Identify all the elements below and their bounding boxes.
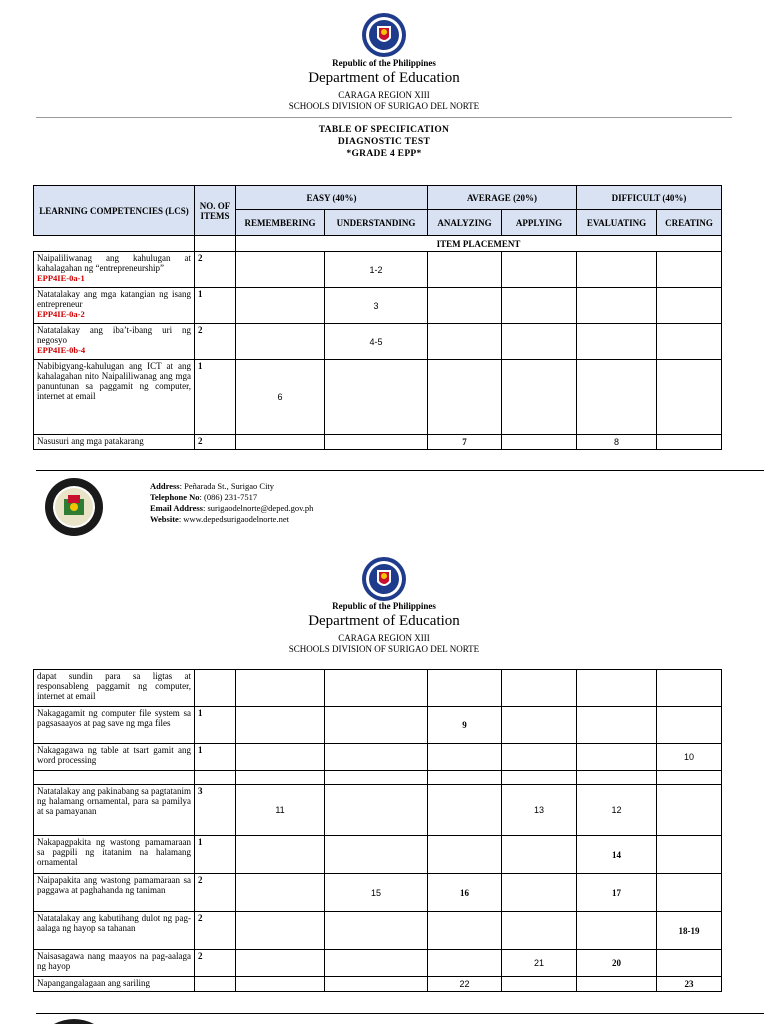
lc-text: Natatalakay ang mga katangian ng isang entrepreneur <box>37 289 191 309</box>
understanding-cell <box>325 836 428 874</box>
table-row <box>34 785 722 836</box>
analyzing-cell <box>428 360 502 435</box>
items-count: 2 <box>195 435 236 450</box>
remembering-cell <box>236 670 325 707</box>
table-row <box>34 836 722 874</box>
applying-cell: 21 <box>502 950 577 977</box>
analyzing-cell: 22 <box>428 977 502 992</box>
creating-cell <box>657 707 722 744</box>
applying-cell <box>502 874 577 912</box>
items-count: 2 <box>195 324 236 360</box>
address-label: Address <box>150 481 180 491</box>
items-count: 2 <box>195 912 236 950</box>
understanding-cell <box>325 435 428 450</box>
understanding-cell <box>325 977 428 992</box>
address-value: : Peñarada St., Surigao City <box>179 481 275 491</box>
division-logo-icon <box>44 477 104 537</box>
analyzing-cell <box>428 324 502 360</box>
no-items-header: NO. OF ITEMS <box>195 186 236 236</box>
understanding-cell <box>325 707 428 744</box>
analyzing-header: ANALYZING <box>428 210 502 236</box>
understanding-cell <box>325 785 428 836</box>
footer-email <box>150 503 313 513</box>
applying-cell <box>502 977 577 992</box>
tos-grade: *GRADE 4 EPP* <box>346 149 422 159</box>
applying-cell <box>502 435 577 450</box>
remembering-cell <box>236 252 325 288</box>
remembering-cell: 6 <box>236 360 325 435</box>
lcs-header: LEARNING COMPETENCIES (LCS) <box>34 186 195 236</box>
understanding-cell <box>325 771 428 785</box>
applying-cell <box>502 252 577 288</box>
website-label: Website <box>150 514 179 524</box>
remembering-header: REMEMBERING <box>236 210 325 236</box>
creating-cell <box>657 771 722 785</box>
creating-cell <box>657 785 722 836</box>
department-title: Department of Education <box>308 613 460 629</box>
lc-text: Nabibigyang-kahulugan ang ICT at ang kahalagahan nito Naipaliliwanag ang mga panuntunan sa paggamit ng computer, internet at email <box>34 360 195 435</box>
remembering-cell <box>236 435 325 450</box>
region-text: CARAGA REGION XIII <box>338 633 430 643</box>
lc-text: Nakagagamit ng computer file system sa pagsasaayos at pag save ng mga files <box>34 707 195 744</box>
lc-text: Nakagagawa ng table at tsart gamit ang word processing <box>34 744 195 771</box>
applying-cell <box>502 744 577 771</box>
applying-header: APPLYING <box>502 210 577 236</box>
deped-seal-icon <box>361 556 407 602</box>
analyzing-cell <box>428 785 502 836</box>
items-count <box>195 977 236 992</box>
evaluating-cell <box>577 670 657 707</box>
analyzing-cell <box>428 670 502 707</box>
lc-text: Naisasagawa nang maayos na pag-aalaga ng hayop <box>34 950 195 977</box>
creating-cell <box>657 360 722 435</box>
table-row <box>34 874 722 912</box>
table-row <box>34 977 722 992</box>
items-count: 3 <box>195 785 236 836</box>
lc-text: Natatalakay ang kabutihang dulot ng pag-aalaga ng hayop sa tahanan <box>34 912 195 950</box>
department-title: Department of Education <box>308 70 460 86</box>
telephone-label: Telephone No <box>150 492 200 502</box>
tos-subtitle: DIAGNOSTIC TEST <box>337 137 431 147</box>
tos-table-page2 <box>33 669 722 992</box>
creating-cell: 18-19 <box>657 912 722 950</box>
division-logo-icon <box>44 1018 104 1024</box>
remembering-cell <box>236 977 325 992</box>
remembering-cell <box>236 950 325 977</box>
items-count: 1 <box>195 744 236 771</box>
understanding-cell: 15 <box>325 874 428 912</box>
evaluating-cell <box>577 707 657 744</box>
analyzing-cell: 16 <box>428 874 502 912</box>
lc-text: Naipaliliwanag ang kahulugan at kahalagahan ng “entrepreneurship” <box>37 253 191 273</box>
email-label: Email Address <box>150 503 203 513</box>
header-divider <box>36 117 732 118</box>
evaluating-cell <box>577 288 657 324</box>
evaluating-cell <box>577 771 657 785</box>
footer-divider <box>36 470 764 471</box>
table-row <box>34 744 722 771</box>
website-value: : www.depedsurigaodelnorte.net <box>178 514 289 524</box>
evaluating-cell <box>577 977 657 992</box>
analyzing-cell <box>428 252 502 288</box>
lc-text: Nakapagpakita ng wastong pamamaraan sa pagpili ng itatanim na halamang ornamental <box>34 836 195 874</box>
remembering-cell <box>236 874 325 912</box>
understanding-cell <box>325 360 428 435</box>
applying-cell <box>502 670 577 707</box>
creating-header: CREATING <box>657 210 722 236</box>
lc-code: EPP4IE-0a-1 <box>37 273 85 283</box>
lc-code: EPP4IE-0a-2 <box>37 309 85 319</box>
creating-cell <box>657 836 722 874</box>
footer-telephone <box>150 492 257 502</box>
items-count: 1 <box>195 288 236 324</box>
creating-cell: 10 <box>657 744 722 771</box>
table-row <box>34 707 722 744</box>
analyzing-cell <box>428 836 502 874</box>
table-row <box>34 771 722 785</box>
table-row <box>34 950 722 977</box>
analyzing-cell: 7 <box>428 435 502 450</box>
evaluating-cell <box>577 360 657 435</box>
tos-title: TABLE OF SPECIFICATION <box>318 125 450 135</box>
applying-cell <box>502 912 577 950</box>
items-count: 1 <box>195 836 236 874</box>
remembering-cell <box>236 912 325 950</box>
evaluating-cell: 12 <box>577 785 657 836</box>
table-row <box>34 252 722 288</box>
remembering-cell <box>236 707 325 744</box>
creating-cell <box>657 252 722 288</box>
remembering-cell <box>236 771 325 785</box>
difficult-header: DIFFICULT (40%) <box>577 186 722 210</box>
understanding-cell <box>325 670 428 707</box>
item-placement-header: ITEM PLACEMENT <box>236 236 722 252</box>
lc-cell <box>34 252 195 288</box>
remembering-cell <box>236 288 325 324</box>
evaluating-cell <box>577 912 657 950</box>
evaluating-header: EVALUATING <box>577 210 657 236</box>
applying-cell: 13 <box>502 785 577 836</box>
evaluating-cell: 8 <box>577 435 657 450</box>
applying-cell <box>502 771 577 785</box>
telephone-value: : (086) 231-7517 <box>199 492 258 502</box>
table-row <box>34 324 722 360</box>
lc-cell <box>34 324 195 360</box>
email-value: : surigaodelnorte@deped.gov.ph <box>202 503 314 513</box>
region-text: CARAGA REGION XIII <box>338 90 430 100</box>
republic-text: Republic of the Philippines <box>332 601 436 611</box>
understanding-cell <box>325 912 428 950</box>
lc-text: dapat sundin para sa ligtas at responsableng paggamit ng computer, internet at email <box>34 670 195 707</box>
analyzing-cell <box>428 771 502 785</box>
lc-text: Natatalakay ang pakinabang sa pagtatanim ng halamang ornamental, para sa pamilya at sa pamayanan <box>34 785 195 836</box>
remembering-cell <box>236 744 325 771</box>
division-text: SCHOOLS DIVISION OF SURIGAO DEL NORTE <box>288 644 480 654</box>
understanding-cell: 3 <box>325 288 428 324</box>
items-count: 1 <box>195 707 236 744</box>
applying-cell <box>502 360 577 435</box>
lc-cell <box>34 288 195 324</box>
creating-cell <box>657 324 722 360</box>
understanding-cell <box>325 950 428 977</box>
table-row <box>34 288 722 324</box>
creating-cell <box>657 670 722 707</box>
footer-address <box>150 481 274 491</box>
remembering-cell <box>236 836 325 874</box>
footer-divider <box>36 1013 764 1014</box>
evaluating-cell <box>577 252 657 288</box>
understanding-cell: 4-5 <box>325 324 428 360</box>
blank-cell <box>195 236 236 252</box>
analyzing-cell: 9 <box>428 707 502 744</box>
items-count <box>195 771 236 785</box>
lc-text <box>34 771 195 785</box>
items-count: 2 <box>195 874 236 912</box>
deped-seal-icon <box>361 12 407 58</box>
evaluating-cell: 14 <box>577 836 657 874</box>
analyzing-cell <box>428 912 502 950</box>
creating-cell: 23 <box>657 977 722 992</box>
creating-cell <box>657 288 722 324</box>
creating-cell <box>657 874 722 912</box>
table-row <box>34 360 722 435</box>
applying-cell <box>502 836 577 874</box>
evaluating-cell: 20 <box>577 950 657 977</box>
items-count: 1 <box>195 360 236 435</box>
average-header: AVERAGE (20%) <box>428 186 577 210</box>
remembering-cell: 11 <box>236 785 325 836</box>
footer-website <box>150 514 289 524</box>
lc-text: Nasusuri ang mga patakarang <box>34 435 195 450</box>
understanding-header: UNDERSTANDING <box>325 210 428 236</box>
analyzing-cell <box>428 744 502 771</box>
division-text: SCHOOLS DIVISION OF SURIGAO DEL NORTE <box>288 101 480 111</box>
items-count <box>195 670 236 707</box>
easy-header: EASY (40%) <box>236 186 428 210</box>
applying-cell <box>502 324 577 360</box>
table-row <box>34 435 722 450</box>
creating-cell <box>657 950 722 977</box>
analyzing-cell <box>428 288 502 324</box>
applying-cell <box>502 288 577 324</box>
lc-text: Naipapakita ang wastong pamamaraan sa paggawa at paghahanda ng taniman <box>34 874 195 912</box>
creating-cell <box>657 435 722 450</box>
evaluating-cell <box>577 324 657 360</box>
table-row <box>34 912 722 950</box>
tos-table-page1 <box>33 185 722 450</box>
lc-code: EPP4IE-0b-4 <box>37 345 86 355</box>
items-count: 2 <box>195 252 236 288</box>
understanding-cell: 1-2 <box>325 252 428 288</box>
remembering-cell <box>236 324 325 360</box>
applying-cell <box>502 707 577 744</box>
lc-text: Napangangalagaan ang sariling <box>34 977 195 992</box>
items-count: 2 <box>195 950 236 977</box>
republic-text: Republic of the Philippines <box>332 58 436 68</box>
table-row <box>34 670 722 707</box>
evaluating-cell <box>577 744 657 771</box>
lc-text: Natatalakay ang iba’t-ibang uri ng negosyo <box>37 325 191 345</box>
understanding-cell <box>325 744 428 771</box>
blank-cell <box>34 236 195 252</box>
analyzing-cell <box>428 950 502 977</box>
evaluating-cell: 17 <box>577 874 657 912</box>
